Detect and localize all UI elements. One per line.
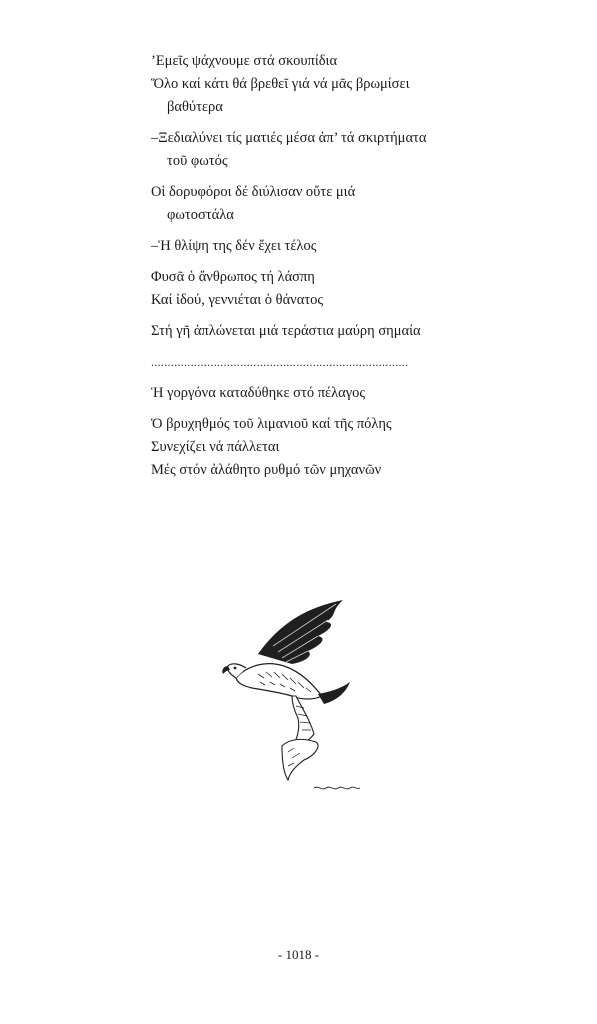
stanza	[151, 235, 451, 258]
page-number: - 1018 -	[277, 947, 320, 962]
poem-line: Ὅλο καί κάτι θά βρεθεῖ γιά νά μᾶς βρωμίσει	[151, 76, 410, 92]
poem	[151, 50, 451, 490]
stanza	[151, 181, 451, 227]
poem-line: τοῦ φωτός	[167, 153, 228, 169]
poem-line: Ἡ γοργόνα καταδύθηκε στό πέλαγος	[151, 385, 366, 401]
stanza	[151, 382, 451, 405]
stanza	[151, 266, 451, 312]
poem-line: βαθύτερα	[167, 99, 223, 115]
dotted-separator: ..............................................................................	[151, 355, 409, 369]
stanza	[151, 413, 451, 482]
poem-line: Φυσᾶ ὁ ἄνθρωπος τή λάσπη	[151, 269, 315, 285]
poem-line: Οἱ δορυφόροι δέ διύλισαν οὔτε μιά	[151, 184, 356, 200]
stanza	[151, 320, 451, 343]
poem-line: Καί ἰδού, γεννιέται ὁ θάνατος	[151, 292, 324, 308]
poem-line: –Ἡ θλίψη της δέν ἔχει τέλος	[151, 238, 317, 254]
poem-line: Μές στόν ἀλάθητο ρυθμό τῶν μηχανῶν	[151, 462, 382, 478]
stanza	[151, 50, 451, 119]
eagle-drawing-icon	[218, 596, 366, 806]
poem-line: –Ξεδιαλύνει τίς ματιές μέσα ἀπ’ τά σκιρτήματα	[151, 130, 427, 146]
poem-line: ’Εμεῖς ψάχνουμε στά σκουπίδια	[151, 53, 338, 69]
poem-line: Στή γῆ ἁπλώνεται μιά τεράστια μαύρη σημαία	[151, 323, 421, 339]
stanza	[151, 127, 451, 173]
poem-line: Συνεχίζει νά πάλλεται	[151, 439, 280, 455]
poem-line: Ὁ βρυχηθμός τοῦ λιμανιοῦ καί τῆς πόλης	[151, 416, 392, 432]
poem-line: φωτοστάλα	[167, 207, 234, 223]
